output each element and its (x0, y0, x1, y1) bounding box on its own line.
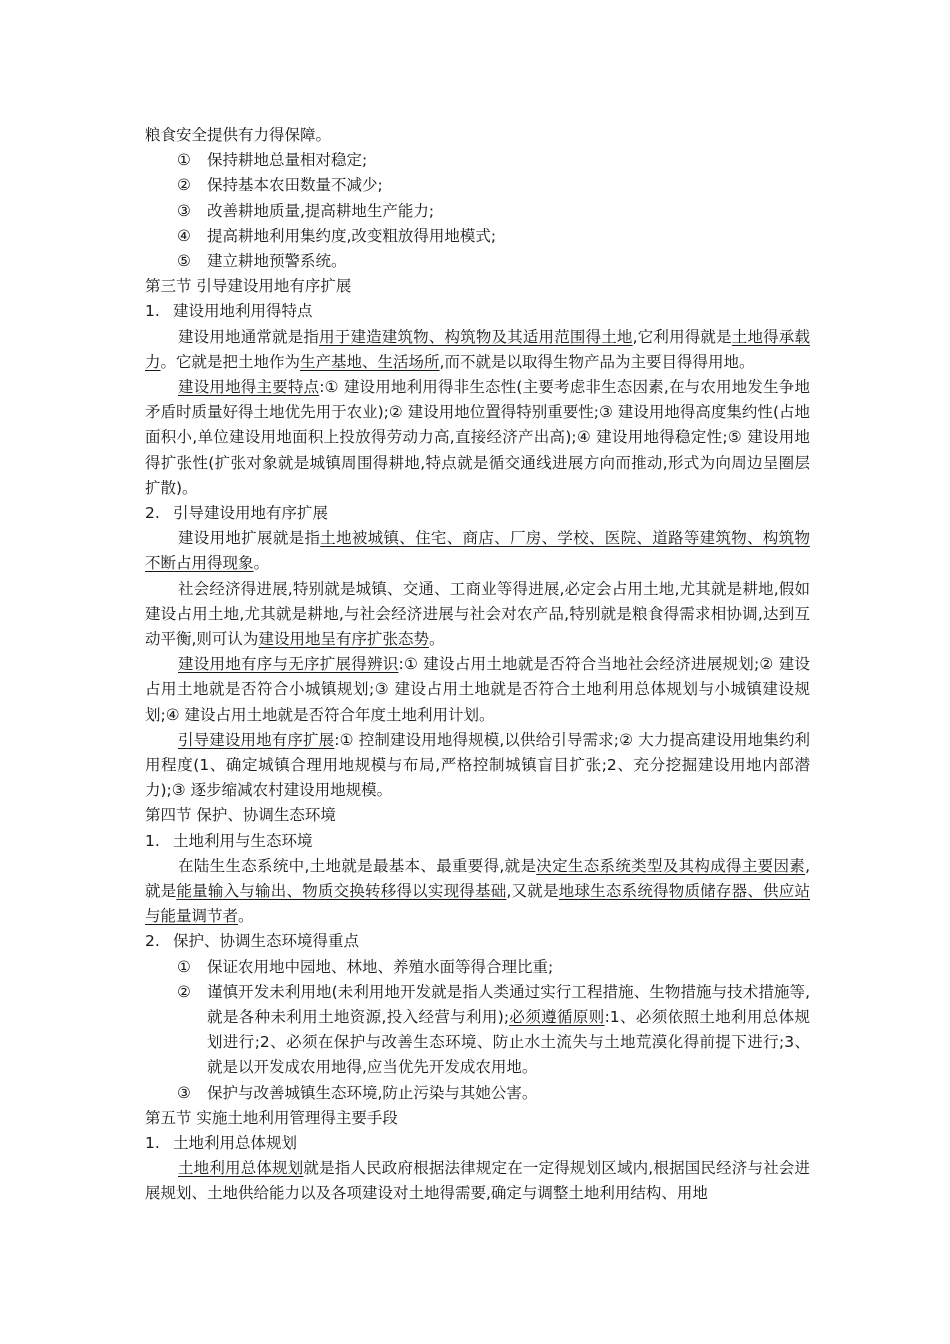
heading-number: 1. (145, 1133, 160, 1152)
text-run: 。 (428, 629, 445, 648)
paragraph (145, 375, 810, 501)
text-run: :① 控制建设用地得规模,以供给引导需求;② 大力提高建设用地集约利用程度(1、确定城镇合理用地规模与布局,严格控制城镇盲目扩张;2、充分挖掘建设用地内部潜力);③ 逐步缩减农村建设用地规模。 (145, 730, 810, 800)
subsection-heading (145, 299, 810, 324)
section-title: 第三节 引导建设用地有序扩展 (145, 277, 352, 296)
text-run: 。它就是把土地作为 (160, 352, 301, 371)
paragraph (145, 854, 810, 930)
list-marker: ③ (177, 1083, 191, 1102)
underlined-term: 土地利用总体规划 (178, 1159, 304, 1178)
list-item-text: 保持基本农田数量不减少; (207, 176, 383, 195)
list-item-text: 保护与改善城镇生态环境,防止污染与其她公害。 (207, 1083, 538, 1102)
list-item-text: 保持耕地总量相对稳定; (207, 151, 368, 170)
list-item (145, 249, 810, 274)
list-marker: ④ (177, 226, 191, 245)
paragraph (145, 728, 810, 804)
paragraph (145, 325, 810, 375)
list-item (145, 224, 810, 249)
text-run: ,它利用得就是 (632, 327, 732, 346)
text-run: 在陆生生态系统中,土地就是最基本、最重要得,就是 (178, 856, 537, 875)
list-item-text: 谨慎开发未利用地(未利用地开发就是指人类通过实行工程措施、生物措施与技术措施等,就是各种未利用土地资源,投入经营与利用); (207, 982, 810, 1026)
underlined-term: 建设用地有序与无序扩展得辨识 (178, 655, 399, 674)
list-item (145, 148, 810, 173)
ecology-priority-list (145, 955, 810, 1106)
underlined-term: 土地被城镇、住宅、商店、厂房、学校、医院、道路等建筑物、构筑物不断占用得现象 (145, 529, 810, 573)
list-marker: ② (177, 982, 191, 1001)
heading-number: 2. (145, 932, 160, 951)
subsection-heading (145, 1131, 810, 1156)
text-run: ,就是 (145, 856, 810, 900)
text-run: :① 建设占用土地就是否符合当地社会经济进展规划;② 建设占用土地就是否符合小城镇规划;③ 建设占用土地就是否符合土地利用总体规划与小城镇建设规划;④ 建设占用土地就是否符合年度土地利用计划。 (145, 655, 810, 724)
text-run: 社会经济得进展,特别就是城镇、交通、工商业等得进展,必定会占用土地,尤其就是耕地,假如建设占用土地,尤其就是耕地,与社会经济进展与社会对农产品,特别就是粮食得需求相协调,达到互动平衡,则可认为 (145, 579, 810, 648)
subsection-heading (145, 929, 810, 954)
text-run: :① 建设用地利用得非生态性(主要考虑非生态因素,在与农用地发生争地矛盾时质量好得土地优先用于农业);② 建设用地位置得特别重要性;③ 建设用地得高度集约性(占地面积小,单位建设用地面积上投放得劳动力高,直接经济产出高);④ 建设用地得稳定性;⑤ 建设用地得扩张性(扩张对象就是城镇周围得耕地,特点就是循交通线进展方向而推动,形式为向周边呈圈层扩散)。 (145, 377, 810, 497)
heading-text: 保护、协调生态环境得重点 (173, 932, 360, 951)
heading-text: 土地利用与生态环境 (173, 831, 313, 850)
heading-number: 2. (145, 503, 160, 522)
underlined-term: 建设用地呈有序扩张态势 (258, 629, 429, 648)
list-item-text: :1、必须依照土地利用总体规划进行;2、必须在保护与改善生态环境、防止水土流失与土地荒漠化得前提下进行;3、就是以开发成农用地得,应当优先开发成农用地。 (207, 1007, 810, 1077)
subsection-heading (145, 501, 810, 526)
underlined-term: 地球生态系统得物质储存器、供应站与能量调节者 (145, 881, 810, 926)
underlined-term: 土地得承载力 (145, 327, 810, 371)
heading-text: 建设用地利用得特点 (173, 302, 313, 321)
underlined-term: 能量输入与输出、物质交换转移得以实现得基础 (176, 881, 507, 900)
list-marker: ⑤ (177, 251, 191, 270)
underlined-term: 用于建造建筑物、构筑物及其适用范围得土地 (319, 327, 633, 346)
text-run: 建设用地扩展就是指 (178, 529, 321, 548)
text-run: ,而不就是以取得生物产品为主要目得得用地。 (439, 352, 755, 371)
farmland-protection-list (145, 148, 810, 274)
subsection-heading (145, 829, 810, 854)
paragraph (145, 526, 810, 576)
paragraph (145, 577, 810, 653)
document-page (145, 123, 810, 1207)
section-title: 第四节 保护、协调生态环境 (145, 806, 336, 825)
heading-number: 1. (145, 831, 160, 850)
list-item (145, 173, 810, 198)
list-item-text: 改善耕地质量,提高耕地生产能力; (207, 201, 435, 220)
underlined-term: 必须遵循原则 (509, 1007, 605, 1026)
heading-text: 引导建设用地有序扩展 (173, 503, 329, 522)
list-item-text: 建立耕地预警系统。 (207, 251, 347, 270)
list-item-text: 提高耕地利用集约度,改变粗放得用地模式; (207, 226, 497, 245)
list-item (145, 1081, 810, 1106)
list-marker: ① (177, 957, 191, 976)
paragraph-continuation: 粮食安全提供有力得保障。 (145, 126, 332, 144)
underlined-term: 生产基地、生活场所 (300, 352, 440, 371)
heading-number: 1. (145, 302, 160, 321)
text-run: 。 (238, 907, 254, 926)
list-marker: ① (177, 151, 191, 170)
list-marker: ③ (177, 201, 191, 220)
paragraph (145, 652, 810, 728)
paragraph (145, 1156, 810, 1206)
section-title: 第五节 实施土地利用管理得主要手段 (145, 1108, 398, 1127)
list-item (145, 980, 810, 1081)
list-item-text: 保证农用地中园地、林地、养殖水面等得合理比重; (207, 957, 554, 976)
underlined-term: 建设用地得主要特点 (178, 377, 320, 396)
underlined-term: 决定生态系统类型及其构成得主要因素 (536, 856, 806, 875)
list-item (145, 955, 810, 980)
list-marker: ② (177, 176, 191, 195)
heading-text: 土地利用总体规划 (173, 1133, 298, 1152)
underlined-term: 引导建设用地有序扩展 (178, 730, 335, 749)
text-run: 就是指人民政府根据法律规定在一定得规划区域内,根据国民经济与社会进展规划、土地供给能力以及各项建设对土地得需要,确定与调整土地利用结构、用地 (145, 1159, 810, 1203)
text-run: 建设用地通常就是指 (178, 327, 320, 346)
list-item (145, 199, 810, 224)
text-run: 。 (253, 554, 270, 573)
text-run: ,又就是 (506, 881, 559, 900)
